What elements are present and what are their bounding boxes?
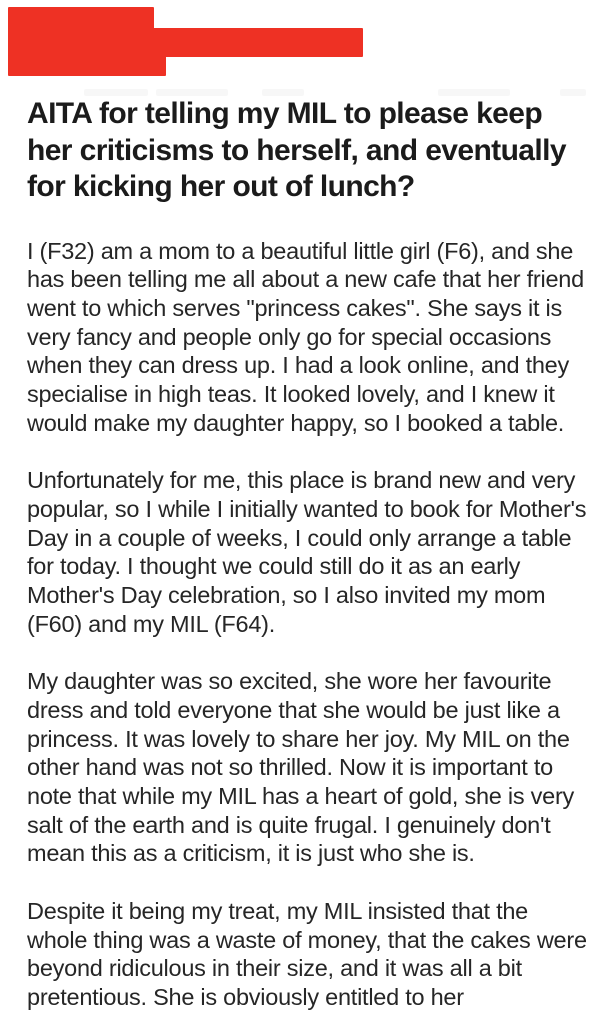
post-paragraph-2: Unfortunately for me, this place is brand new and very popular, so I while I initially wanted to book for Mother's Day in a couple of weeks, I could only arrange a table for today. I thought we could still do it as an early Mother's Day celebration, so I also invited my mom (F60) and my MIL (F64). (27, 467, 587, 637)
post-paragraph-4-cutoff: Despite it being my treat, my MIL insisted that the whole thing was a waste of money, that the cakes were beyond ridiculous in their size, and it was all a bit pretentious. She is obviously entitled to her (27, 897, 587, 1010)
post-paragraph-1: I (F32) am a mom to a beautiful little girl (F6), and she has been telling me all about a new cafe that her friend went to which serves "princess cakes". She says it is very fancy and people only go for special occasions when they can dress up. I had a look online, and they specialise in high teas. It looked lovely, and I knew it would make my daughter happy, so I booked a table. (27, 237, 584, 436)
post-paragraph-3: My daughter was so excited, she wore her favourite dress and told everyone that she would be just like a princess. It was lovely to share her joy. My MIL on the other hand was not so thrilled. Now it is important to note that while my MIL has a heart of gold, she is very salt of the earth and is quite frugal. I genuinely don't mean this as a criticism, it is just who she is. (27, 668, 575, 867)
post-title: AITA for telling my MIL to please keep her criticisms to herself, and eventually for kicking her out of lunch? (27, 97, 566, 204)
